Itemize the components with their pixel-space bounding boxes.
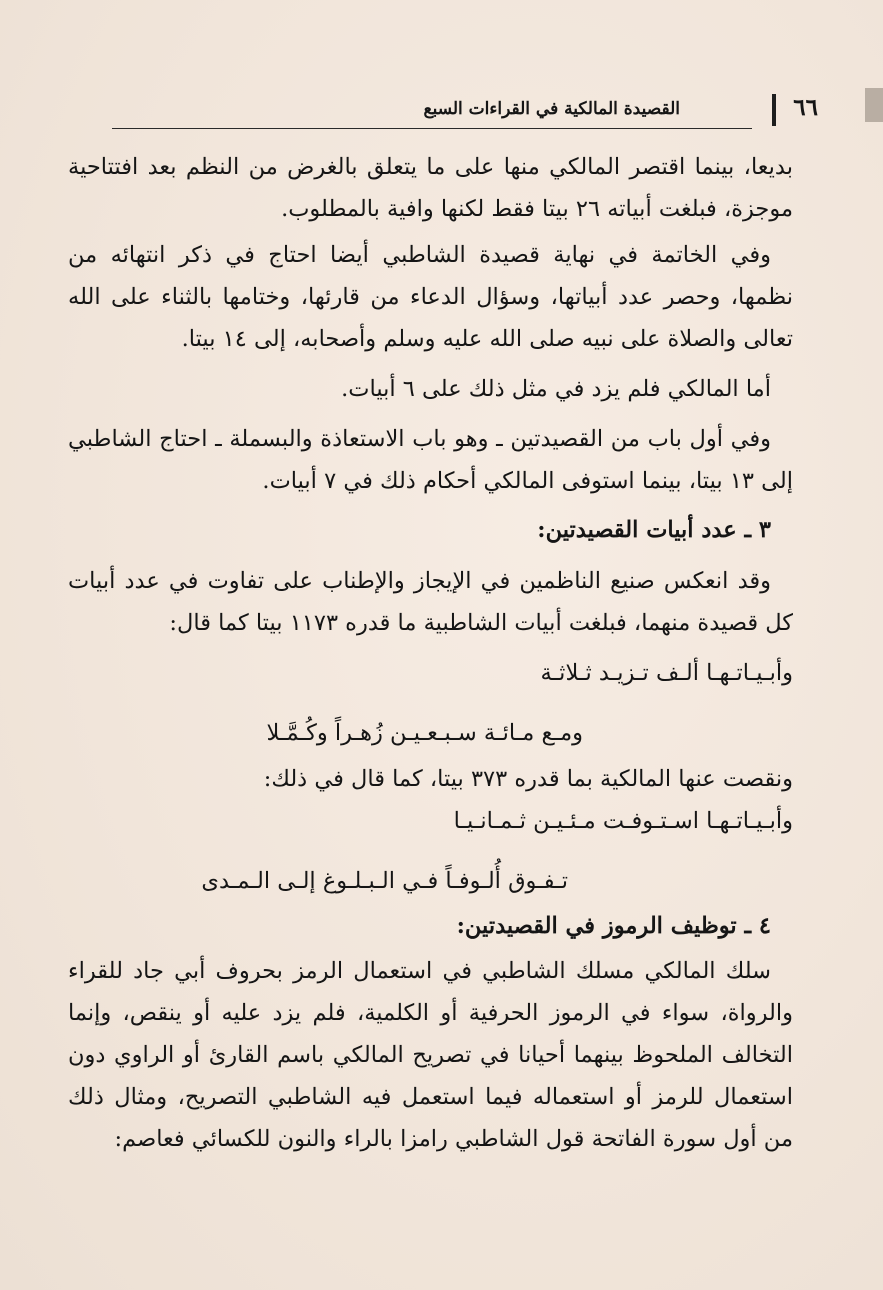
paragraph: بديعا، بينما اقتصر المالكي منها على ما يتعلق بالغرض من النظم بعد افتتاحية موجزة، فبلغت أبياته ٢٦ بيتا فقط لكنها وافية بالمطلوب. <box>68 154 793 222</box>
verse-second-hemistich: تـفـوق أُلـوفـاً فـي الـبـلـوغ إلـى الـمـدى <box>201 868 568 894</box>
paragraph: سلك المالكي مسلك الشاطبي في استعمال الرمز بحروف أبي جاد للقراء والرواة، سواء في الرموز الحرفية أو الكلمية، فلم يزد عليه أو ينقص، وإنما التخالف الملحوظ بينهما أحيانا في تصريح المالكي باسم القارئ أو الراوي دون استعمال للرمز أو استعماله فيما استعمل فيه الشاطبي التصريح، ومثال ذلك من أول سورة الفاتحة قول الشاطبي رامزا بالراء والنون للكسائي فعاصم: <box>68 958 793 1152</box>
page-number: ٦٦ <box>793 94 818 121</box>
running-header <box>112 92 818 129</box>
section-heading: ٤ ـ توظيف الرموز في القصيدتين: <box>456 913 771 939</box>
verse-first-hemistich: وأبـيـاتـهـا ألـف تـزيـد ثـلاثـة <box>540 660 793 686</box>
paragraph: وفي أول باب من القصيدتين ـ وهو باب الاستعاذة والبسملة ـ احتاج الشاطبي إلى ١٣ بيتا، بينما استوفى المالكي أحكام ذلك في ٧ أبيات. <box>68 426 793 494</box>
verse-first-hemistich: وأبـيـاتـهـا اسـتـوفـت مـئـيـن ثـمـانـيـا <box>453 808 793 834</box>
paragraph: أما المالكي فلم يزد في مثل ذلك على ٦ أبيات. <box>341 376 771 402</box>
paragraph: ونقصت عنها المالكية بما قدره ٣٧٣ بيتا، كما قال في ذلك: <box>263 766 793 792</box>
verse-second-hemistich: ومـع مـائـة سـبـعـيـن زُهـراً وكُـمَّـلا <box>266 720 583 746</box>
paragraph: وفي الخاتمة في نهاية قصيدة الشاطبي أيضا احتاج في ذكر انتهائه من نظمها، وحصر عدد أبياتها، وسؤال الدعاء من قارئها، وختامها بالثناء على الله تعالى والصلاة على نبيه صلى الله عليه وسلم وأصحابه، إلى ١٤ بيتا. <box>68 242 793 352</box>
section-heading: ٣ ـ عدد أبيات القصيدتين: <box>537 517 771 543</box>
header-divider <box>772 94 776 126</box>
body-text <box>68 146 793 1168</box>
header-title: القصيدة المالكية في القراءات السبع <box>423 99 680 119</box>
paragraph: وقد انعكس صنيع الناظمين في الإيجاز والإطناب على تفاوت في عدد أبيات كل قصيدة منهما، فبلغت أبيات الشاطبية ما قدره ١١٧٣ بيتا كما قال: <box>68 568 793 636</box>
